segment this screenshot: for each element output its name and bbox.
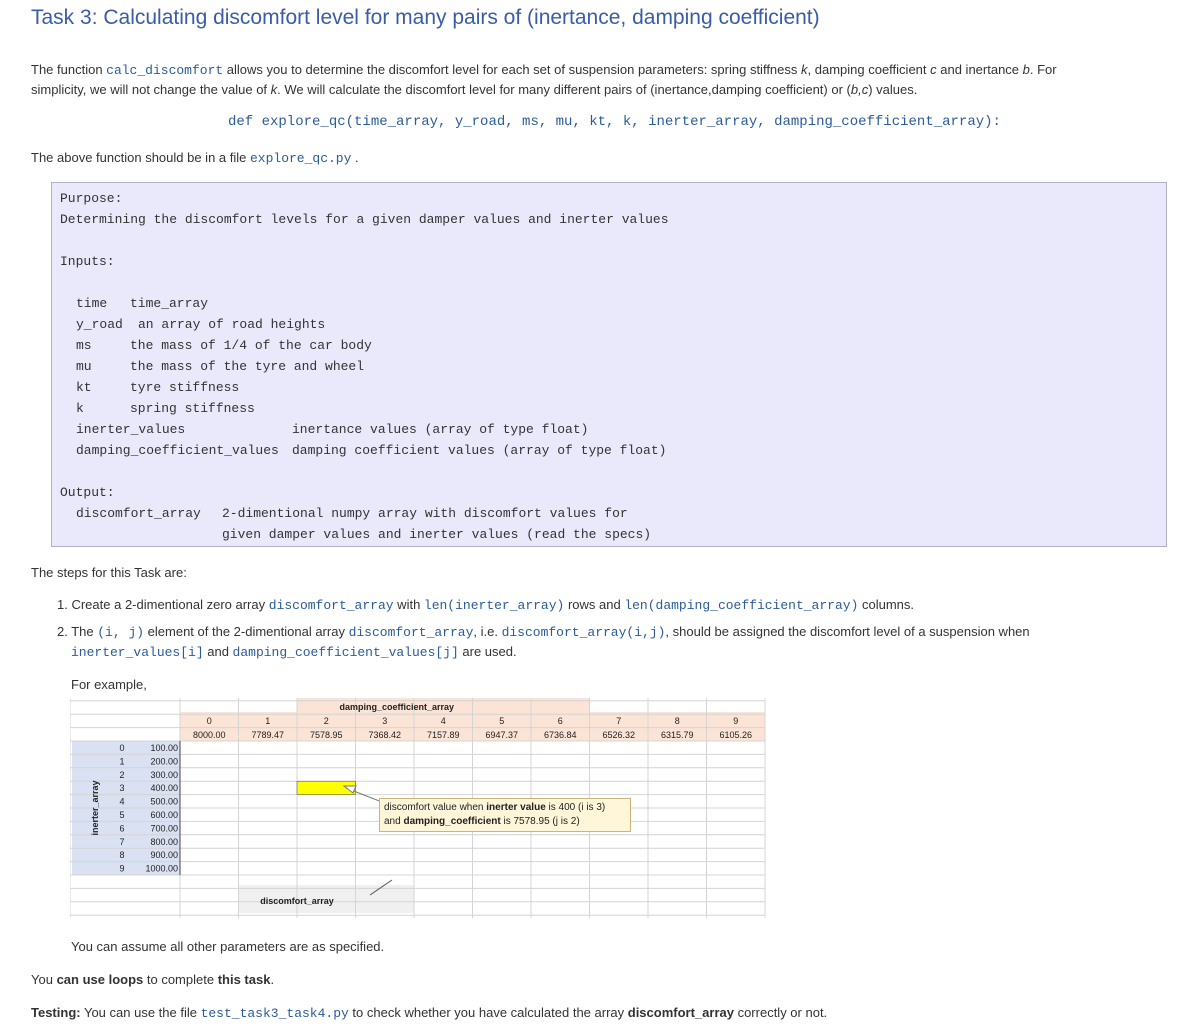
row-index: 1: [119, 756, 125, 767]
column-index: 7: [616, 716, 622, 726]
row-index: 7: [119, 836, 125, 847]
column-value: 7578.95: [309, 730, 343, 740]
page-title: Task 3: Calculating discomfort level for many pairs of (inertance, damping coefficient): [31, 6, 820, 29]
row-value: 300.00: [150, 769, 178, 780]
input-desc: time_array: [130, 296, 209, 311]
column-index: 6: [557, 716, 563, 726]
input-name: k: [76, 401, 84, 416]
example-label: For example,: [71, 677, 147, 692]
step-2-cont: inerter_values[i] and damping_coefficient_values[j] are used.: [71, 644, 517, 660]
column-index: 2: [323, 716, 329, 726]
row-index: 4: [119, 796, 125, 807]
docstring-box: [51, 182, 1167, 547]
column-value: 6947.37: [485, 730, 519, 740]
column-value: 6526.32: [602, 730, 636, 740]
input-name: time: [76, 296, 108, 311]
input-name: mu: [76, 359, 92, 374]
bottom-label: discomfort_array: [260, 896, 334, 906]
input-name: damping_coefficient_values: [76, 443, 279, 458]
calc-discomfort-code: calc_discomfort: [106, 63, 224, 78]
row-index: 0: [119, 743, 125, 753]
intro-line-1: The function calc_discomfort allows you to determine the discomfort level for each set of suspension parameters: spring stiffness k, damping coefficient c and inertance b. For: [31, 62, 1057, 78]
column-index: 5: [499, 716, 505, 726]
column-value: 7368.42: [368, 730, 402, 740]
column-index: 0: [206, 716, 212, 726]
step-1: 1. Create a 2-dimentional zero array discomfort_array with len(inerter_array) rows and len(damping_coefficient_array) columns.: [57, 597, 915, 613]
row-value: 100.00: [150, 743, 178, 753]
step-2: 2. The (i, j) element of the 2-dimentional array discomfort_array, i.e. discomfort_array(i,j), should be assigned the discomfort level of a suspension when: [57, 624, 1030, 640]
output-name: discomfort_array: [76, 506, 201, 521]
testing-note: Testing: You can use the file test_task3_task4.py to check whether you have calculated the array discomfort_array correctly or not.: [31, 1005, 828, 1021]
column-value: 6736.84: [543, 730, 577, 740]
output-heading: Output:: [60, 485, 115, 500]
column-index: 8: [674, 716, 680, 726]
assume-note: You can assume all other parameters are as specified.: [71, 939, 385, 954]
inputs-heading: Inputs:: [60, 254, 115, 269]
row-value: 700.00: [150, 823, 178, 834]
input-desc: inertance values (array of type float): [292, 422, 589, 437]
input-desc: damping coefficient values (array of type float): [292, 443, 667, 458]
input-desc: tyre stiffness: [130, 380, 240, 395]
steps-intro: The steps for this Task are:: [31, 565, 187, 580]
column-index: 9: [733, 716, 739, 726]
row-index: 9: [119, 863, 125, 874]
output-desc-1: 2-dimentional numpy array with discomfort values for: [222, 506, 628, 521]
input-desc: an array of road heights: [138, 317, 326, 332]
row-value: 500.00: [150, 796, 178, 807]
column-value: 7789.47: [251, 730, 285, 740]
callout-note: discomfort value when inerter value is 400 (i is 3) and damping_coefficient is 7578.95 (j is 2): [379, 798, 631, 832]
row-index: 2: [119, 769, 125, 780]
row-index: 5: [119, 810, 125, 820]
row-index: 3: [119, 783, 125, 794]
input-name: kt: [76, 380, 92, 395]
row-index: 6: [119, 823, 125, 834]
function-signature: def explore_qc(time_array, y_road, ms, mu, kt, k, inerter_array, damping_coefficient_array):: [228, 114, 1001, 130]
input-desc: the mass of 1/4 of the car body: [130, 338, 372, 353]
input-name: y_road: [76, 317, 123, 332]
purpose-heading: Purpose:: [60, 191, 123, 206]
loops-note: You can use loops to complete this task.: [31, 972, 275, 987]
file-note: The above function should be in a file explore_qc.py .: [31, 150, 359, 166]
input-name: inerter_values: [76, 422, 186, 437]
file-name-code: explore_qc.py: [249, 151, 352, 166]
row-value: 800.00: [150, 836, 178, 847]
test-file-code: test_task3_task4.py: [200, 1006, 349, 1021]
intro-line-2: simplicity, we will not change the value of k. We will calculate the discomfort level for many different pairs of (inertance,damping coefficient) or (b,c) values.: [31, 82, 918, 97]
input-desc: the mass of the tyre and wheel: [130, 359, 365, 374]
row-value: 200.00: [150, 756, 178, 767]
row-value: 600.00: [150, 810, 178, 820]
row-value: 1000.00: [145, 863, 178, 874]
column-index: 4: [440, 716, 446, 726]
column-value: 6105.26: [719, 730, 753, 740]
input-desc: spring stiffness: [130, 401, 255, 416]
row-value: 400.00: [150, 783, 178, 794]
input-name: ms: [76, 338, 92, 353]
column-value: 6315.79: [660, 730, 694, 740]
row-index: 8: [119, 850, 125, 861]
column-value: 7157.89: [426, 730, 460, 740]
row-value: 900.00: [150, 850, 178, 861]
column-header-title: damping_coefficient_array: [339, 702, 455, 712]
column-index: 1: [265, 716, 271, 726]
column-index: 3: [382, 716, 388, 726]
output-desc-2: given damper values and inerter values (read the specs): [222, 527, 652, 542]
column-value: 8000.00: [192, 730, 226, 740]
row-header-title: inerter_array: [90, 780, 100, 836]
purpose-text: Determining the discomfort levels for a given damper values and inerter values: [60, 212, 669, 227]
